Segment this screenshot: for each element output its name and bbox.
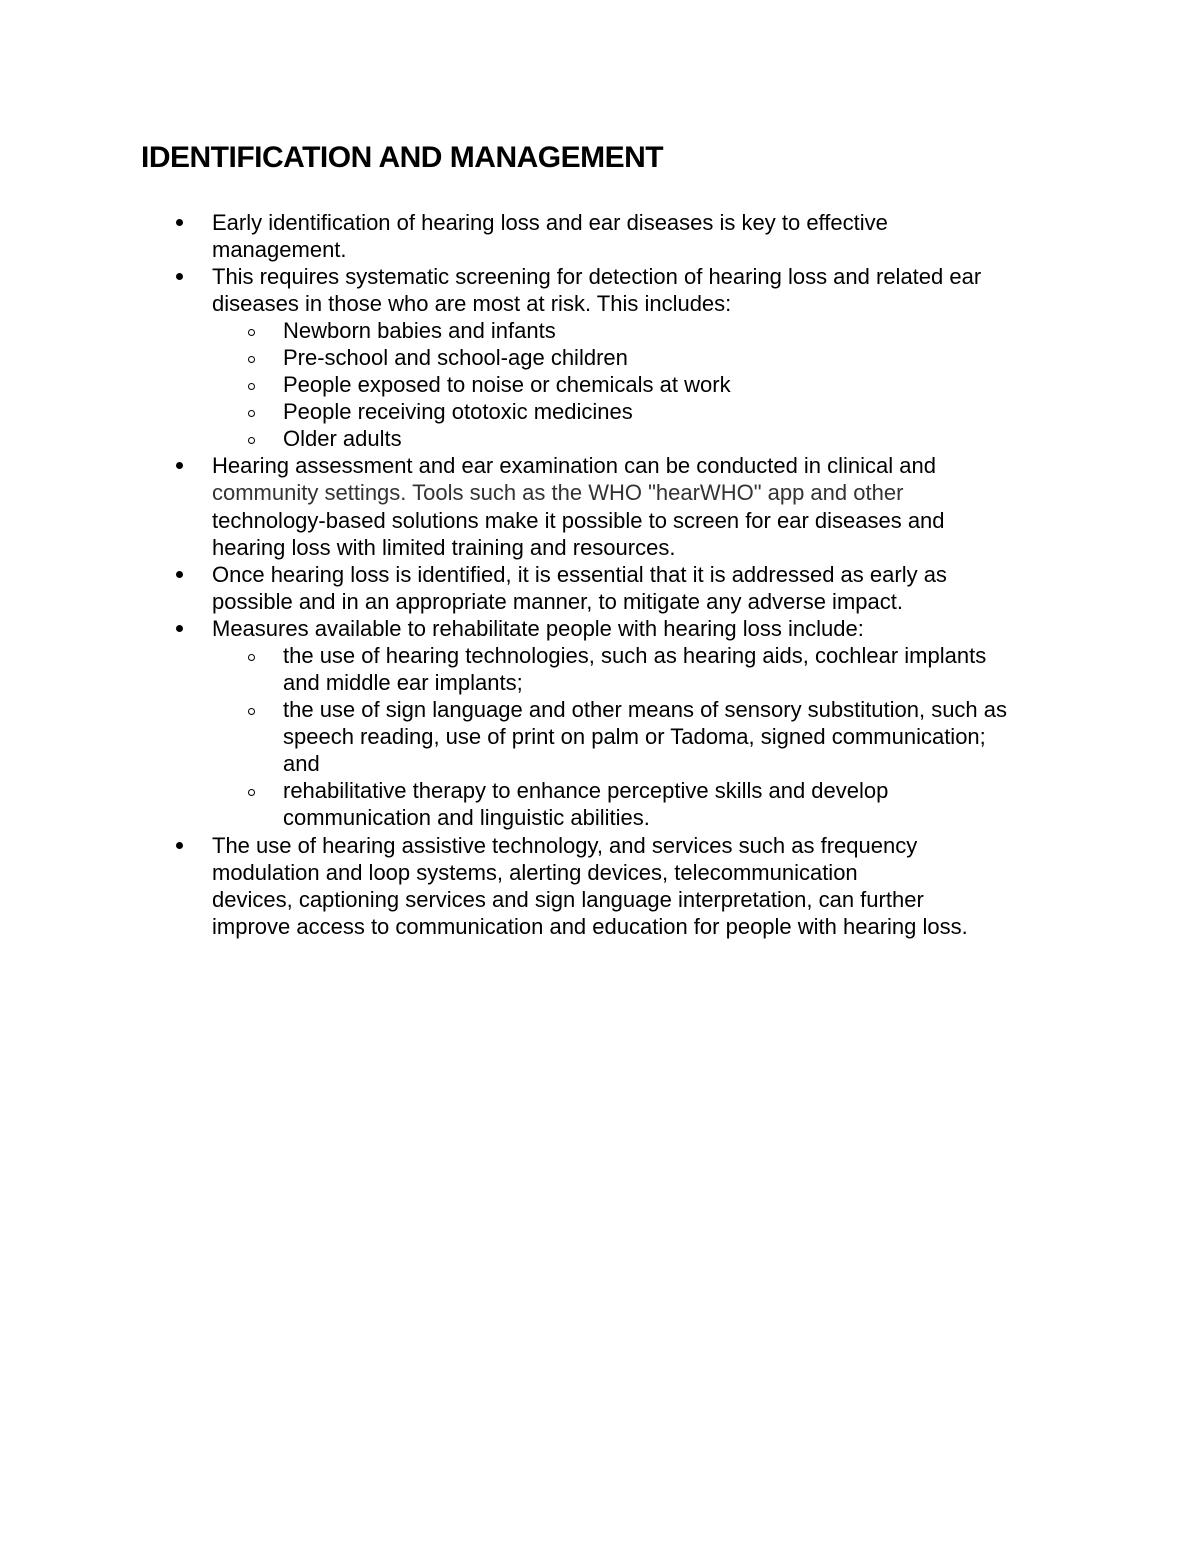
list-item-text: The use of hearing assistive technology, and services such as frequency	[212, 833, 918, 858]
sub-list-item-text: People receiving ototoxic medicines	[283, 399, 633, 424]
list-item-text: possible and in an appropriate manner, to mitigate any adverse impact.	[212, 589, 903, 614]
bullet-icon	[176, 219, 183, 226]
sub-bullet-icon	[248, 708, 255, 715]
list-item-text: Early identification of hearing loss and ear diseases is key to effective	[212, 210, 888, 235]
sub-list-item-text: People exposed to noise or chemicals at work	[283, 372, 731, 397]
sub-list-item-text: communication and linguistic abilities.	[283, 805, 650, 830]
list-item-text: management.	[212, 237, 347, 262]
bullet-icon	[176, 571, 183, 578]
sub-bullet-icon	[248, 410, 255, 417]
list-item-text: modulation and loop systems, alerting devices, telecommunication	[212, 860, 858, 885]
sub-list-item-text: rehabilitative therapy to enhance perceptive skills and develop	[283, 778, 889, 803]
sub-list-item-text: and	[283, 751, 320, 776]
list-item-text: hearing loss with limited training and resources.	[212, 535, 676, 560]
sub-list-item-text: speech reading, use of print on palm or Tadoma, signed communication;	[283, 724, 986, 749]
sub-bullet-icon	[248, 383, 255, 390]
list-item-text: Once hearing loss is identified, it is essential that it is addressed as early as	[212, 562, 947, 587]
sub-bullet-icon	[248, 654, 255, 661]
bullet-icon	[176, 625, 183, 632]
sub-list-item-text: Newborn babies and infants	[283, 318, 556, 343]
sub-list-item-text: the use of hearing technologies, such as hearing aids, cochlear implants	[283, 643, 987, 668]
sub-list-item-text: Older adults	[283, 426, 402, 451]
list-item-text: Hearing assessment and ear examination can be conducted in clinical and	[212, 453, 936, 478]
sub-list-item-text: Pre-school and school-age children	[283, 345, 628, 370]
bullet-icon	[176, 842, 183, 849]
list-item-text: diseases in those who are most at risk. This includes:	[212, 291, 732, 316]
list-item-text: devices, captioning services and sign language interpretation, can further	[212, 887, 924, 912]
sub-bullet-icon	[248, 437, 255, 444]
sub-bullet-icon	[248, 356, 255, 363]
sub-list-item-text: and middle ear implants;	[283, 670, 523, 695]
bullet-icon	[176, 462, 183, 469]
bullet-icon	[176, 273, 183, 280]
list-item-text: improve access to communication and education for people with hearing loss.	[212, 914, 968, 939]
list-item-text: This requires systematic screening for detection of hearing loss and related ear	[212, 264, 982, 289]
list-item-text: community settings. Tools such as the WHO "hearWHO" app and other	[212, 480, 904, 505]
sub-bullet-icon	[248, 329, 255, 336]
sub-list-item-text: the use of sign language and other means of sensory substitution, such as	[283, 697, 1008, 722]
sub-bullet-icon	[248, 789, 255, 796]
list-item-text: Measures available to rehabilitate people with hearing loss include:	[212, 616, 864, 641]
page-title: IDENTIFICATION AND MANAGEMENT	[141, 141, 664, 174]
list-item-text: technology-based solutions make it possible to screen for ear diseases and	[212, 508, 945, 533]
